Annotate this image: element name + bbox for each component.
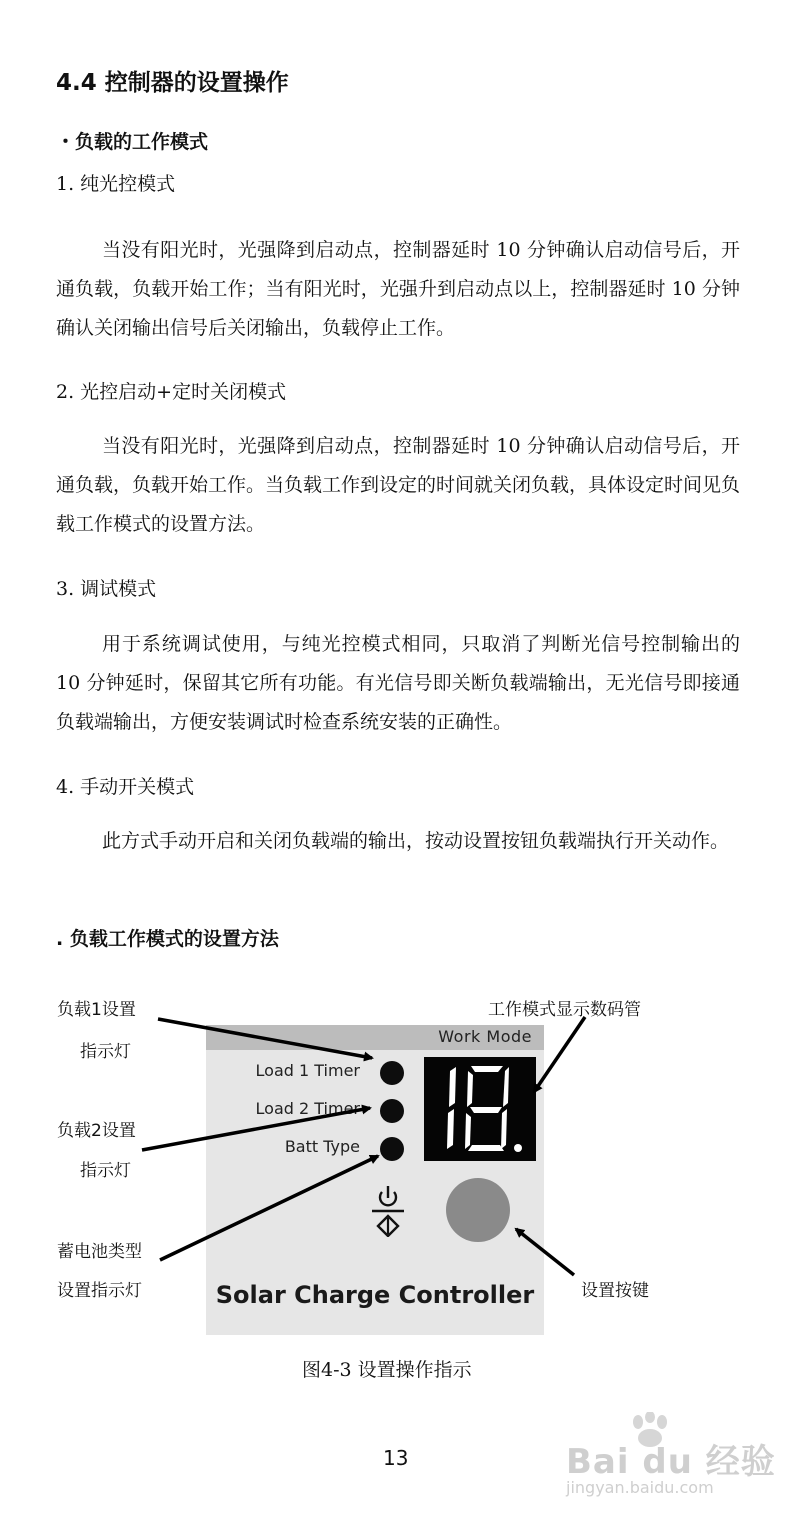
mode-4-text: 此方式手动开启和关闭负载端的输出，按动设置按钮负载端执行开关动作。 bbox=[102, 830, 730, 852]
subsection-title: ・负载的工作模式 bbox=[56, 131, 209, 153]
callout-load1-line2: 指示灯 bbox=[80, 1042, 131, 1062]
arrow-load2 bbox=[142, 1108, 370, 1150]
page-number: 13 bbox=[383, 1446, 409, 1470]
callout-button: 设置按键 bbox=[581, 1281, 649, 1301]
mode-3-text: 用于系统调试使用，与纯光控模式相同，只取消了判断光信号控制输出的 10 分钟延时，保留其它所有功能。有光信号即关断负载端输出，无光信号即接通负载端输出，方便安装调试时检查系统安装的正确性。 bbox=[56, 633, 740, 733]
mode-4-heading: 4. 手动开关模式 bbox=[56, 776, 195, 798]
callout-load2-line1: 负载2设置 bbox=[57, 1121, 136, 1141]
figure-caption: 图4-3 设置操作指示 bbox=[302, 1359, 472, 1381]
section-title: 4.4 控制器的设置操作 bbox=[56, 70, 289, 96]
watermark-url: jingyan.baidu.com bbox=[566, 1478, 714, 1497]
arrow-batt bbox=[160, 1156, 378, 1260]
mode-1-heading: 1. 纯光控模式 bbox=[56, 173, 176, 195]
arrow-button bbox=[516, 1229, 574, 1275]
arrow-load1 bbox=[158, 1019, 372, 1058]
mode-2-text: 当没有阳光时，光强降到启动点，控制器延时 10 分钟确认启动信号后，开通负载，负载开始工作。当负载工作到设定的时间就关闭负载，具体设定时间见负载工作模式的设置方法。 bbox=[56, 435, 741, 535]
mode-1-text: 当没有阳光时，光强降到启动点，控制器延时 10 分钟确认启动信号后，开通负载，负载开始工作；当有阳光时，光强升到启动点以上，控制器延时 10 分钟确认关闭输出信号后关闭输出，负载停止工作。 bbox=[56, 239, 740, 339]
callout-display: 工作模式显示数码管 bbox=[488, 1000, 641, 1020]
setup-title: . 负载工作模式的设置方法 bbox=[56, 928, 279, 950]
mode-3-heading: 3. 调试模式 bbox=[56, 578, 157, 600]
callout-load1-line1: 负载1设置 bbox=[57, 1000, 136, 1020]
work-mode-header: Work Mode bbox=[438, 1027, 532, 1046]
arrow-display bbox=[534, 1017, 585, 1092]
watermark-brand: Bai du 经验 bbox=[566, 1442, 776, 1482]
mode-2-heading: 2. 光控启动+定时关闭模式 bbox=[56, 381, 287, 403]
callout-load2-line2: 指示灯 bbox=[80, 1161, 131, 1181]
callout-batt-line2: 设置指示灯 bbox=[57, 1281, 142, 1301]
load2-timer-label: Load 2 Timer bbox=[255, 1099, 360, 1118]
panel-brand-text: Solar Charge Controller bbox=[215, 1281, 535, 1309]
batt-type-label: Batt Type bbox=[284, 1137, 360, 1156]
load1-timer-label: Load 1 Timer bbox=[255, 1061, 360, 1080]
callout-batt-line1: 蓄电池类型 bbox=[57, 1242, 142, 1262]
